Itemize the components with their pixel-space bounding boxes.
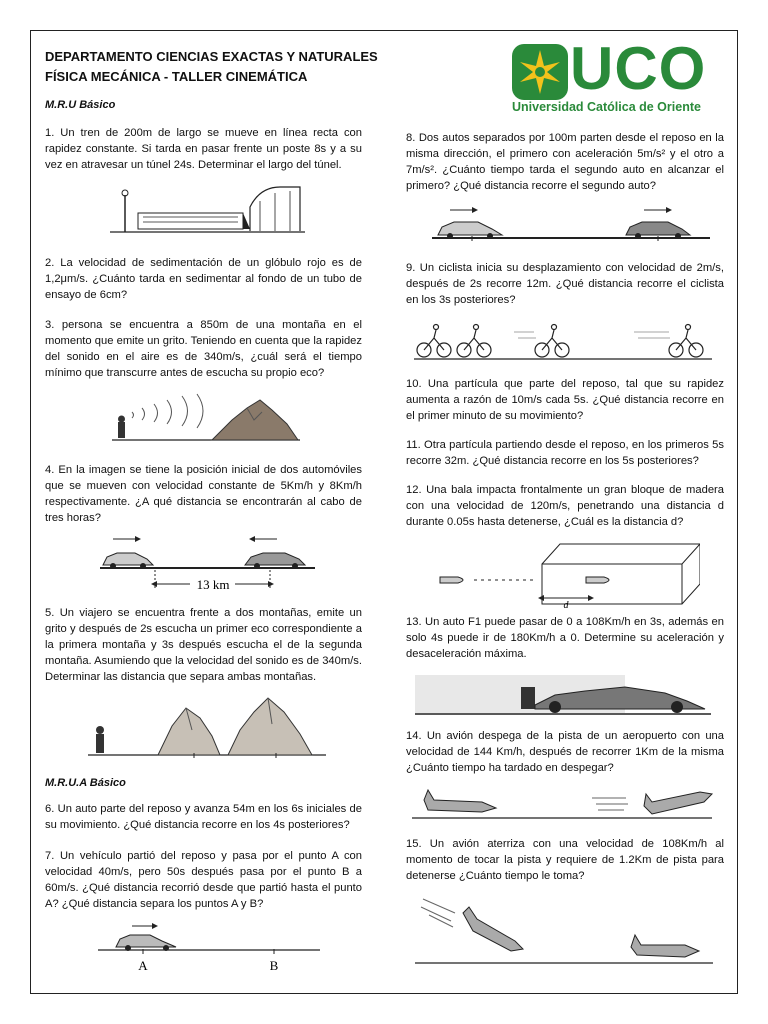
problem-2: 2. La velocidad de sedimentación de un glóbulo rojo es de 1,2μm/s. ¿Cuánto tarda en sedimentar al fondo de un tubo de ensayo de 6cm? (45, 257, 362, 301)
bullet-block-figure (438, 540, 700, 612)
problem-14: 14. Un avión despega de la pista de un aeropuerto con una velocidad de 144 Km/h, después de recorrer 1Km de la misma ¿Cuánto tiempo ha tardado en despegar? (406, 730, 724, 774)
problem-6: 6. Un auto parte del reposo y avanza 54m en los 6s iniciales de su movimiento. ¿Qué distancia recorre en los 4s posteriores? (45, 803, 362, 831)
section-mrua: M.R.U.A Básico (45, 777, 126, 789)
problem-1: 1. Un tren de 200m de largo se mueve en línea recta con rapidez constante. Si tarda en pasar frente un poste 8s y a su vez en atravesar un túnel 24s. Determinar el largo del túnel. (45, 127, 362, 171)
problem-8: 8. Dos autos separados por 100m parten desde el reposo en la misma dirección, el primero con aceleración 5m/s² y el otro a 7m/s². ¿Cuánto tiempo tarda el segundo auto en alcanzar el primero? ¿Qué distancia recorre el segundo auto? (406, 132, 724, 192)
header-course: FÍSICA MECÁNICA - TALLER CINEMÁTICA (45, 69, 308, 84)
two-cars-figure (95, 533, 320, 595)
distance-13km-label: 13 km (196, 577, 230, 592)
problem-5: 5. Un viajero se encuentra frente a dos montañas, emite un grito y después de 2s escucha un primer eco correspondiente a la primera montaña y 3s después escucha el de la segunda montaña. Asumiendo que la velocidad del sonido es de 340m/s. Determinar las distancia que separa ambas montañas. (45, 607, 362, 683)
car-points-ab-figure (98, 920, 323, 975)
f1-car-figure (415, 675, 713, 717)
problem-11: 11. Otra partícula partiendo desde el reposo, en los primeros 5s recorre 32m. ¿Qué distancia recorre en los 5s posteriores? (406, 439, 724, 467)
logo-wordmark: UCO (570, 35, 707, 102)
point-b-label: B (269, 958, 279, 973)
problem-13: 13. Un auto F1 puede pasar de 0 a 108Km/h en 3s, además en solo 4s puede ir de 180Km/h a 0. Determine su aceleración y desaceleración máxima. (406, 616, 724, 660)
problem-9: 9. Un ciclista inicia su desplazamiento con velocidad de 2m/s, después de 2s recorre 12m. ¿Qué distancia recorre el ciclista en los 3s posteriores? (406, 262, 724, 306)
plane-landing-figure (415, 895, 715, 967)
problem-12: 12. Una bala impacta frontalmente un gran bloque de madera con una velocidad de 120m/s, penetrando una distancia d durante 0.05s hasta detenerse, ¿Cuál es la distancia d? (406, 484, 724, 528)
star-emblem-icon (512, 44, 568, 100)
logo-subtitle: Universidad Católica de Oriente (512, 100, 701, 114)
cyclist-figure (414, 318, 714, 362)
person-mountain-echo-figure (112, 390, 302, 445)
plane-takeoff-figure (412, 786, 714, 820)
problem-3: 3. persona se encuentra a 850m de una montaña en el momento que emite un grito. Teniendo en cuenta que la rapidez del sonido en el aire es de 340m/s, ¿cuál será el tiempo mínimo que transcurre antes de escucha su propio eco? (45, 319, 362, 379)
distance-d-label: d (563, 600, 569, 611)
problem-4: 4. En la imagen se tiene la posición inicial de dos automóviles que se mueven con velocidad constante de 5Km/h y 8Km/h respectivamente. ¿A qué distancia se encontrarán al cabo de tres horas? (45, 464, 362, 524)
section-mru: M.R.U Básico (45, 99, 116, 111)
problem-15: 15. Un avión aterriza con una velocidad de 108Km/h al momento de tocar la pista y requiere de 1.2Km de pista para detenerse ¿Cuánto tiempo le toma? (406, 838, 724, 882)
point-a-label: A (138, 958, 148, 973)
uco-logo (510, 35, 728, 120)
problem-7: 7. Un vehículo partió del reposo y pasa por el punto A con velocidad 40m/s, pero 50s después pasa por el punto B a 60m/s. ¿Qué distancia recorrió desde que partió hasta el punto A? ¿Qué distancia separa los puntos A y B? (45, 850, 362, 910)
train-tunnel-figure (110, 185, 310, 237)
header-department: DEPARTAMENTO CIENCIAS EXACTAS Y NATURALES (45, 49, 378, 64)
two-mountains-figure (88, 690, 328, 760)
two-cars-acceleration-figure (432, 205, 712, 245)
document-header (45, 47, 378, 87)
problem-10: 10. Una partícula que parte del reposo, tal que su rapidez aumenta a razón de 10m/s cada 5s. ¿Qué distancia recorre en el primer minuto de su movimiento? (406, 378, 724, 422)
